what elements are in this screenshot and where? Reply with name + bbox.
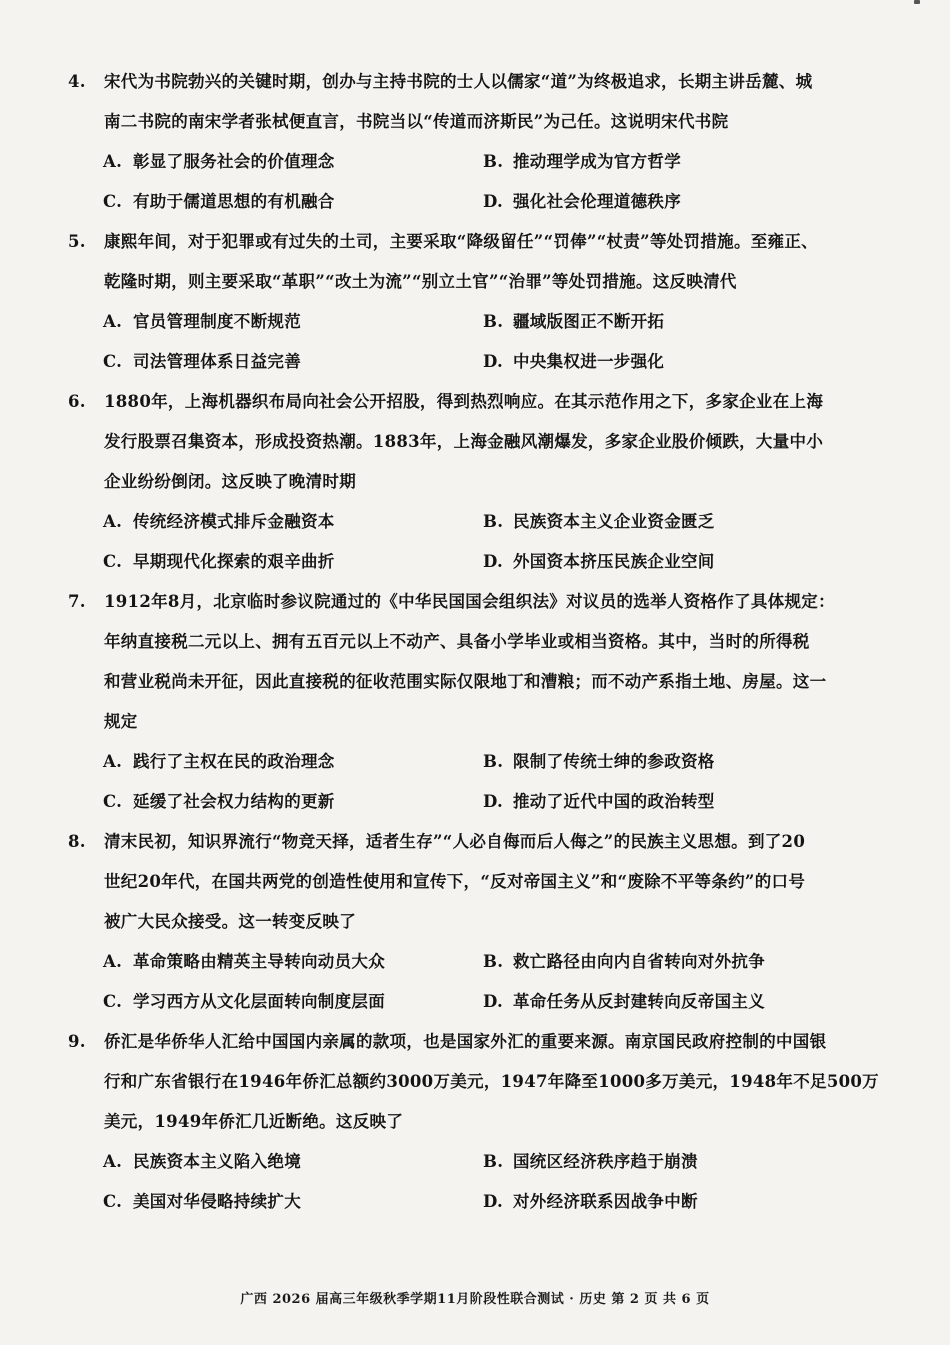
question-8: [68, 822, 878, 942]
question-4: [68, 62, 878, 142]
question-number: 5.: [68, 232, 86, 251]
options-9: [103, 1142, 873, 1222]
options-7: [103, 742, 873, 822]
question-text-line: 年纳直接税二元以上、拥有五百元以上不动产、具备小学毕业或相当资格。其中，当时的所得税: [104, 632, 810, 651]
page-footer: 广西 2026 届高三年级秋季学期11月阶段性联合测试 · 历史 第 2 页 共 6 页: [240, 1292, 710, 1307]
option-b[interactable]: B. 疆域版图正不断开拓: [483, 312, 665, 331]
question-text-line: 宋代为书院勃兴的关键时期，创办与主持书院的士人以儒家“道”为终极追求，长期主讲岳麓、城: [104, 72, 813, 91]
question-number: 8.: [68, 832, 86, 851]
question-text-line: 行和广东省银行在1946年侨汇总额约3000万美元，1947年降至1000多万美元，1948年不足500万: [104, 1072, 879, 1091]
question-number: 4.: [68, 72, 86, 91]
option-a[interactable]: A. 传统经济模式排斥金融资本: [103, 512, 335, 531]
question-5: [68, 222, 878, 302]
option-c[interactable]: C. 延缓了社会权力结构的更新: [103, 792, 335, 811]
question-number: 6.: [68, 392, 86, 411]
option-b[interactable]: B. 限制了传统士绅的参政资格: [483, 752, 715, 771]
option-c[interactable]: C. 有助于儒道思想的有机融合: [103, 192, 335, 211]
options-5: [103, 302, 873, 382]
option-a[interactable]: A. 践行了主权在民的政治理念: [103, 752, 335, 771]
corner-mark: [914, 0, 920, 4]
options-6: [103, 502, 873, 582]
option-d[interactable]: D. 外国资本挤压民族企业空间: [483, 552, 715, 571]
option-a[interactable]: A. 民族资本主义陷入绝境: [103, 1152, 301, 1171]
question-text-line: 被广大民众接受。这一转变反映了: [104, 912, 356, 931]
option-d[interactable]: D. 强化社会伦理道德秩序: [483, 192, 681, 211]
option-c[interactable]: C. 早期现代化探索的艰辛曲折: [103, 552, 335, 571]
question-text-line: 清末民初，知识界流行“物竞天择，适者生存”“人必自侮而后人侮之”的民族主义思想。到了20: [104, 832, 806, 851]
option-c[interactable]: C. 美国对华侵略持续扩大: [103, 1192, 301, 1211]
option-a[interactable]: A. 彰显了服务社会的价值理念: [103, 152, 335, 171]
question-text-line: 和营业税尚未开征，因此直接税的征收范围实际仅限地丁和漕粮；而不动产系指土地、房屋。这一: [104, 672, 827, 691]
option-b[interactable]: B. 救亡路径由向内自省转向对外抗争: [483, 952, 765, 971]
question-number: 7.: [68, 592, 86, 611]
option-b[interactable]: B. 推动理学成为官方哲学: [483, 152, 681, 171]
option-c[interactable]: C. 司法管理体系日益完善: [103, 352, 301, 371]
question-7: [68, 582, 878, 742]
option-b[interactable]: B. 民族资本主义企业资金匮乏: [483, 512, 715, 531]
question-text-line: 世纪20年代，在国共两党的创造性使用和宣传下，“反对帝国主义”和“废除不平等条约”的口号: [104, 872, 806, 891]
option-d[interactable]: D. 革命任务从反封建转向反帝国主义: [483, 992, 765, 1011]
question-text-line: 美元，1949年侨汇几近断绝。这反映了: [104, 1112, 404, 1131]
question-text-line: 1880年，上海机器织布局向社会公开招股，得到热烈响应。在其示范作用之下，多家企业在上海: [104, 392, 824, 411]
options-8: [103, 942, 873, 1022]
question-text-line: 侨汇是华侨华人汇给中国国内亲属的款项，也是国家外汇的重要来源。南京国民政府控制的中国银: [104, 1032, 827, 1051]
option-d[interactable]: D. 对外经济联系因战争中断: [483, 1192, 698, 1211]
question-number: 9.: [68, 1032, 86, 1051]
question-text-line: 规定: [104, 712, 138, 731]
question-6: [68, 382, 878, 502]
question-text-line: 1912年8月，北京临时参议院通过的《中华民国国会组织法》对议员的选举人资格作了具体规定：: [104, 592, 835, 611]
option-d[interactable]: D. 中央集权进一步强化: [483, 352, 665, 371]
question-9: [68, 1022, 878, 1142]
option-b[interactable]: B. 国统区经济秩序趋于崩溃: [483, 1152, 698, 1171]
option-d[interactable]: D. 推动了近代中国的政治转型: [483, 792, 715, 811]
question-text-line: 发行股票召集资本，形成投资热潮。1883年，上海金融风潮爆发，多家企业股价倾跌，大量中小: [104, 432, 824, 451]
options-4: [103, 142, 873, 222]
option-c[interactable]: C. 学习西方从文化层面转向制度层面: [103, 992, 385, 1011]
question-text-line: 企业纷纷倒闭。这反映了晚清时期: [104, 472, 356, 491]
option-a[interactable]: A. 官员管理制度不断规范: [103, 312, 301, 331]
question-text-line: 南二书院的南宋学者张栻便直言，书院当以“传道而济斯民”为己任。这说明宋代书院: [104, 112, 729, 131]
question-text-line: 乾隆时期，则主要采取“革职”“改土为流”“别立土官”“治罪”等处罚措施。这反映清代: [104, 272, 737, 291]
option-a[interactable]: A. 革命策略由精英主导转向动员大众: [103, 952, 385, 971]
question-text-line: 康熙年间，对于犯罪或有过失的土司，主要采取“降级留任”“罚俸”“杖责”等处罚措施。至雍正、: [104, 232, 818, 251]
